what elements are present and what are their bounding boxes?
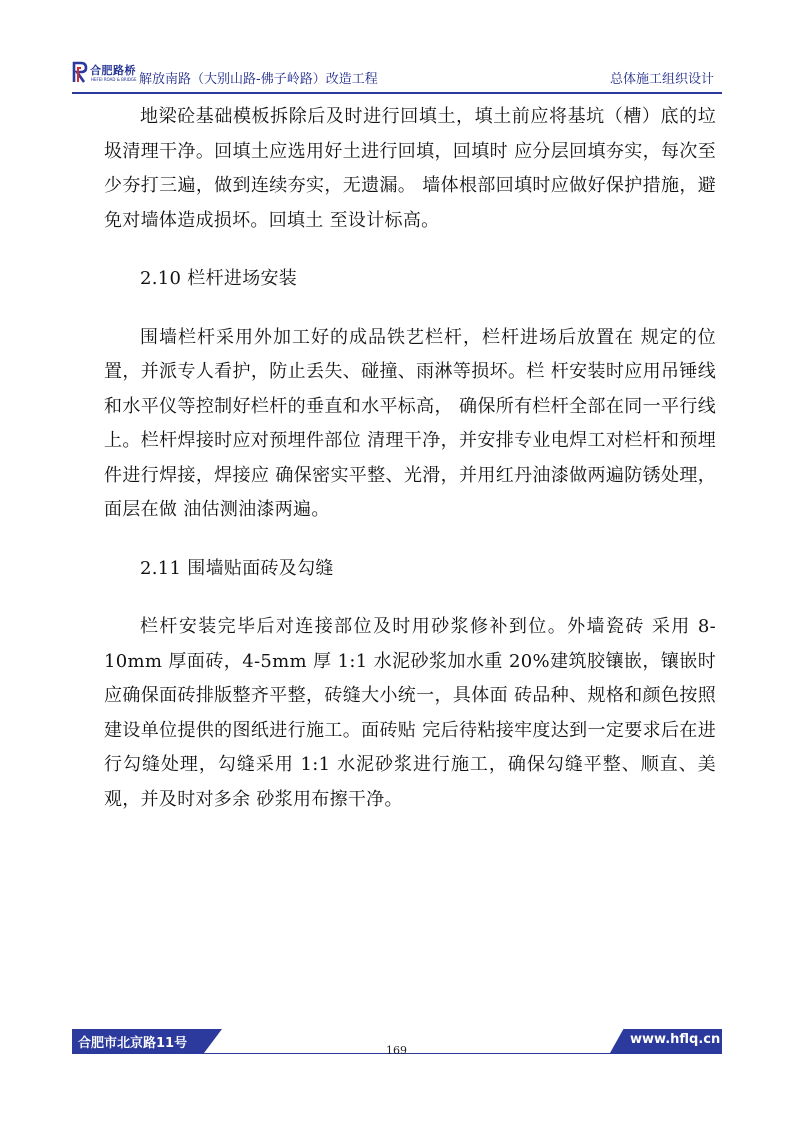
footer-website: www.hflq.cn xyxy=(630,1032,721,1047)
logo-icon xyxy=(72,60,90,84)
page-number: 169 xyxy=(386,1044,407,1057)
document-body xyxy=(104,100,716,817)
section-heading-2-10: 2.10 栏杆进场安装 xyxy=(140,268,298,289)
paragraph-tile-pointing: 栏杆安装完毕后对连接部位及时用砂浆修补到位。外墙瓷砖 采用 8-10mm 厚面砖，4-5mm 厚 1:1 水泥砂浆加水重 20%建筑胶镶嵌，镶嵌时应确保面砖排版整齐平整，砖缝大小统一，具体面 砖品种、规格和颜色按照建设单位提供的图纸进行施工。面砖贴 完后待粘接牢度达到一定要求后在进行勾缝处理，勾缝采用 1:1 水泥砂浆进行施工，确保勾缝平整、顺直、美观，并及时对多余 砂浆用布擦干净。 xyxy=(104,616,716,810)
company-logo xyxy=(72,60,138,88)
document-title: 总体施工组织设计 xyxy=(609,72,714,87)
paragraph-backfill: 地梁砼基础模板拆除后及时进行回填土，填土前应将基坑（槽）底的垃圾清理干净。回填土应选用好土进行回填，回填时 应分层回填夯实，每次至少夯打三遍，做到连续夯实，无遗漏。 墙体根部回填时应做好保护措施，避免对墙体造成损坏。回填土 至设计标高。 xyxy=(104,106,716,231)
logo-subtext: HEFEI ROAD & BRIDGE xyxy=(91,77,137,82)
logo-text: 合肥路桥 xyxy=(90,64,136,77)
header-divider xyxy=(72,92,722,94)
project-title: 解放南路（大别山路-佛子岭路）改造工程 xyxy=(139,72,378,87)
section-heading-2-11: 2.11 围墙贴面砖及勾缝 xyxy=(140,557,334,579)
footer-address: 合肥市北京路11号 xyxy=(78,1036,188,1051)
page-header xyxy=(72,58,722,92)
paragraph-railing-install: 围墙栏杆采用外加工好的成品铁艺栏杆，栏杆进场后放置在 规定的位置，并派专人看护，防止丢失、碰撞、雨淋等损坏。栏 杆安装时应用吊锤线和水平仪等控制好栏杆的垂直和水平标高， 确保所有栏杆全部在同一平行线上。栏杆焊接时应对预埋件部位 清理干净，并安排专业电焊工对栏杆和预埋件进行焊接，焊接应 确保密实平整、光滑，并用红丹油漆做两遍防锈处理，面层在做 油估测油漆两遍。 xyxy=(104,326,716,520)
